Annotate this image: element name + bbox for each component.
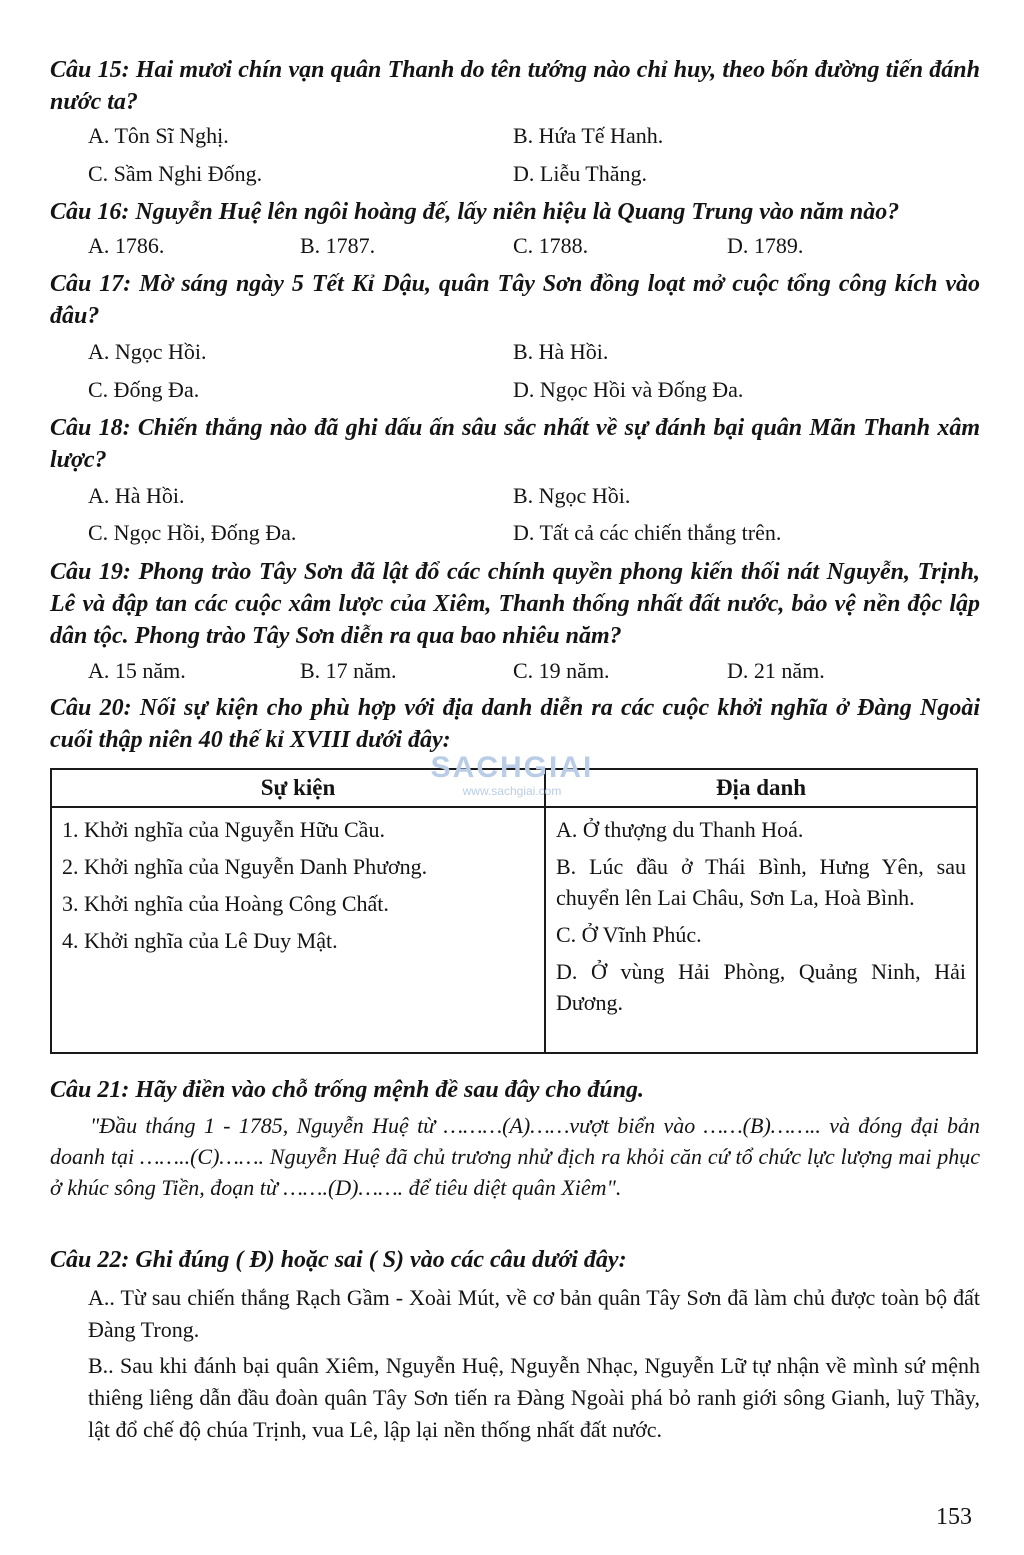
q18-option-c: C. Ngọc Hồi, Đống Đa. <box>88 520 297 545</box>
q22-statement-a: A.. Từ sau chiến thắng Rạch Gầm - Xoài Mút, về cơ bản quân Tây Sơn đã làm chủ được toàn bộ đất Đàng Trong. <box>88 1285 980 1342</box>
q19-option-c: C. 19 năm. <box>513 658 610 683</box>
place-item-a: A. Ở thượng du Thanh Hoá. <box>556 817 804 842</box>
q19-option-b: B. 17 năm. <box>300 658 397 683</box>
q15-option-c: C. Sầm Nghi Đống. <box>88 161 263 186</box>
question-19-title: Câu 19: Phong trào Tây Sơn đã lật đổ các chính quyền phong kiến thối nát Nguyễn, Trịnh, Lê và đập tan các cuộc xâm lược của Xiêm, Thanh thống nhất đất nước, bảo vệ nền độc lập dân tộc. Phong trào Tây Sơn diễn ra qua bao nhiêu năm? <box>50 559 980 649</box>
table-header-place: Địa danh <box>545 769 977 807</box>
q15-option-a: A. Tôn Sĩ Nghị. <box>88 123 229 148</box>
event-item-4: 4. Khởi nghĩa của Lê Duy Mật. <box>62 928 338 953</box>
question-22-title: Câu 22: Ghi đúng ( Đ) hoặc sai ( S) vào các câu dưới đây: <box>50 1247 627 1273</box>
events-cell <box>51 807 545 1053</box>
question-21-text: "Đầu tháng 1 - 1785, Nguyễn Huệ từ ………(A)……vượt biển vào ……(B)…….. và đóng đại bản doanh tại ……..(C)……. Nguyễn Huệ đã chủ trương nhử địch ra khỏi căn cứ tổ chức lực lượng mai phục ở khúc sông Tiền, đoạn từ …….(D)……. để tiêu diệt quân Xiêm". <box>50 1113 980 1200</box>
q19-option-a: A. 15 năm. <box>88 658 186 683</box>
q15-option-d: D. Liễu Thăng. <box>513 161 648 186</box>
places-cell <box>545 807 977 1053</box>
q16-option-d: D. 1789. <box>727 233 804 258</box>
q16-option-b: B. 1787. <box>300 233 376 258</box>
question-17-title: Câu 17: Mờ sáng ngày 5 Tết Kỉ Dậu, quân Tây Sơn đồng loạt mở cuộc tổng công kích vào đâu? <box>50 271 980 329</box>
q17-option-d: D. Ngọc Hồi và Đống Đa. <box>513 377 744 402</box>
q17-option-a: A. Ngọc Hồi. <box>88 339 207 364</box>
question-20-title: Câu 20: Nối sự kiện cho phù hợp với địa danh diễn ra các cuộc khởi nghĩa ở Đàng Ngoài cuối thập niên 40 thế kỉ XVIII dưới đây: <box>50 695 980 753</box>
q18-option-b: B. Ngọc Hồi. <box>513 483 631 508</box>
q18-option-d: D. Tất cả các chiến thắng trên. <box>513 520 782 545</box>
page-number: 153 <box>936 1504 972 1530</box>
q15-option-b: B. Hứa Tế Hanh. <box>513 123 664 148</box>
question-15-title: Câu 15: Hai mươi chín vạn quân Thanh do tên tướng nào chỉ huy, theo bốn đường tiến đánh nước ta? <box>50 57 980 115</box>
event-item-1: 1. Khởi nghĩa của Nguyễn Hữu Cầu. <box>62 817 385 842</box>
table-header-event: Sự kiện <box>51 769 545 807</box>
q22-statement-b: B.. Sau khi đánh bại quân Xiêm, Nguyễn Huệ, Nguyễn Nhạc, Nguyễn Lữ tự nhận về mình sứ mệnh thiêng liêng dẫn đầu đoàn quân Tây Sơn tiến ra Đàng Ngoài phá bỏ ranh giới sông Gianh, luỹ Thầy, lật đổ chế độ chúa Trịnh, vua Lê, lập lại nền thống nhất đất nước. <box>88 1353 980 1442</box>
place-item-c: C. Ở Vĩnh Phúc. <box>556 922 702 947</box>
q18-option-a: A. Hà Hồi. <box>88 483 185 508</box>
q16-option-c: C. 1788. <box>513 233 589 258</box>
matching-table <box>50 768 978 1054</box>
place-item-b: B. Lúc đầu ở Thái Bình, Hưng Yên, sau chuyển lên Lai Châu, Sơn La, Hoà Bình. <box>556 854 966 910</box>
q16-option-a: A. 1786. <box>88 233 165 258</box>
watermark-url: www.sachgiai.com <box>462 784 562 798</box>
watermark-title: SACHGIAI <box>430 751 594 784</box>
question-16-title: Câu 16: Nguyễn Huệ lên ngôi hoàng đế, lấy niên hiệu là Quang Trung vào năm nào? <box>50 199 900 225</box>
place-item-d: D. Ở vùng Hải Phòng, Quảng Ninh, Hải Dương. <box>556 959 966 1015</box>
question-21-title: Câu 21: Hãy điền vào chỗ trống mệnh đề sau đây cho đúng. <box>50 1077 645 1103</box>
event-item-2: 2. Khởi nghĩa của Nguyễn Danh Phương. <box>62 854 428 879</box>
question-18-title: Câu 18: Chiến thắng nào đã ghi dấu ấn sâu sắc nhất về sự đánh bại quân Mãn Thanh xâm lược? <box>50 415 980 473</box>
q19-option-d: D. 21 năm. <box>727 658 825 683</box>
q17-option-c: C. Đống Đa. <box>88 377 200 402</box>
q17-option-b: B. Hà Hồi. <box>513 339 609 364</box>
event-item-3: 3. Khởi nghĩa của Hoàng Công Chất. <box>62 891 389 916</box>
